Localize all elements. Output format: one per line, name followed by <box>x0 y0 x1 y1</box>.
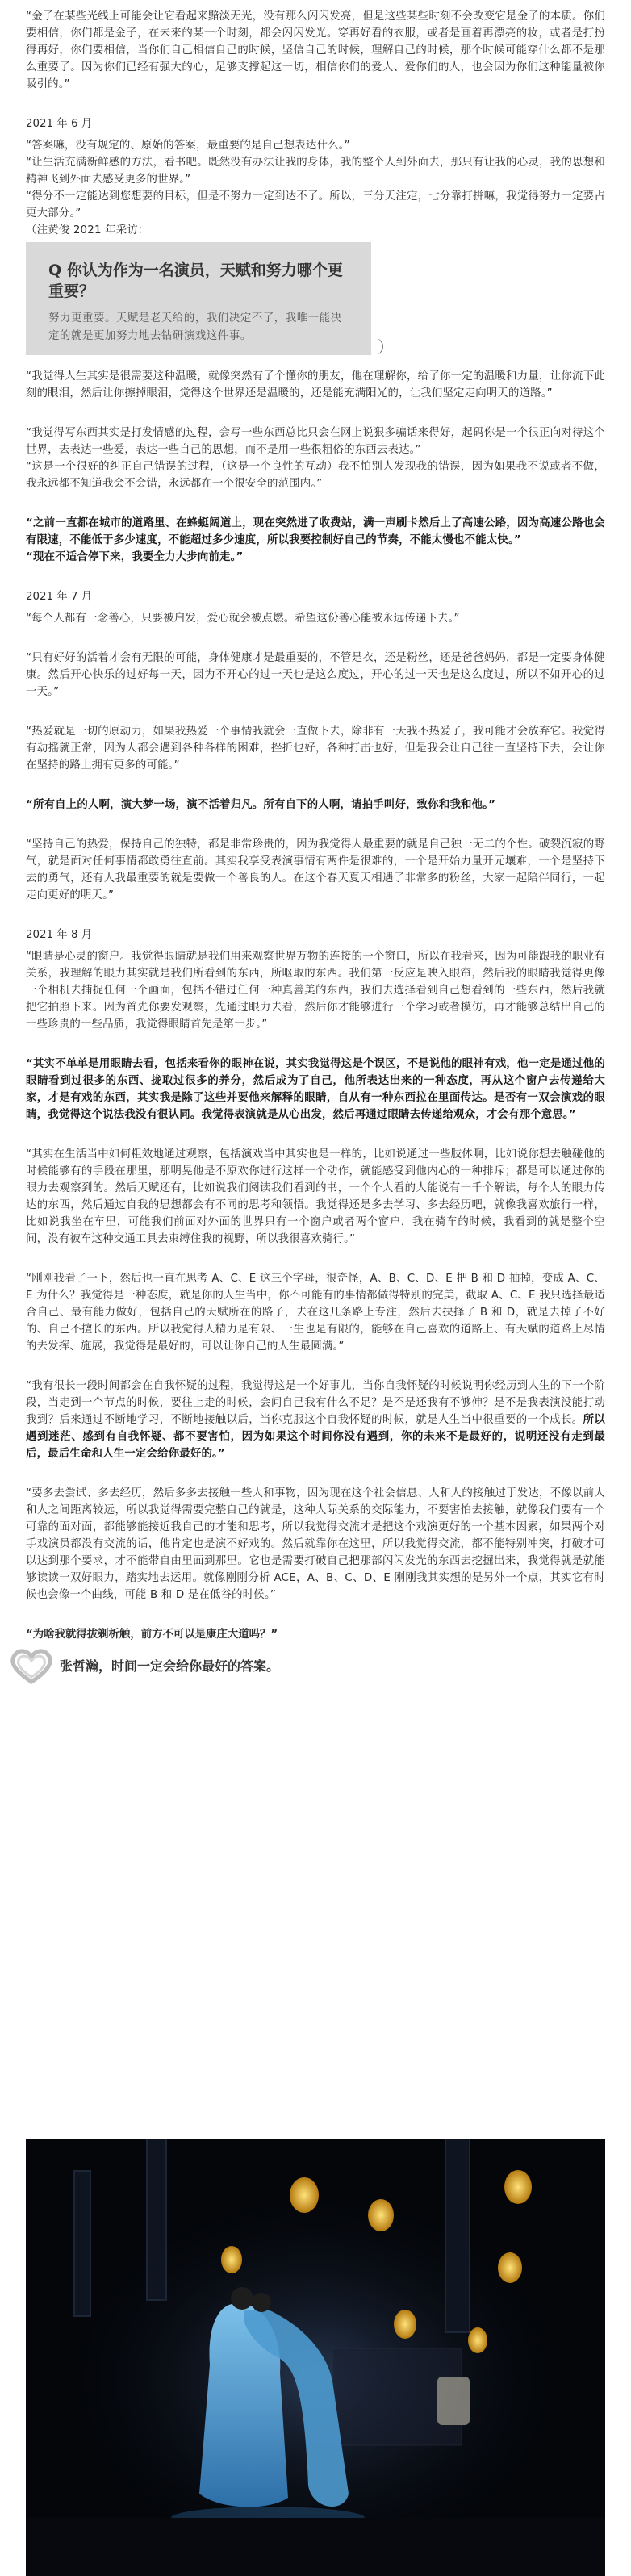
quote-paragraph: “这是一个很好的纠正自己错误的过程，（这是一个良性的互动）我不怕别人发现我的错误，因为如果我不说或者不做，我永远都不知道我会不会错，永远都在一个很安全的范围内。” <box>26 461 605 490</box>
date-heading: 2021 年 7 月 <box>26 591 93 603</box>
quote-paragraph: “我觉得人生其实是很需要这种温暖，就像突然有了个懂你的朋友，他在理解你，给了你一定的温暖和力量，让你流下此刻的眼泪，然后让你擦掉眼泪，觉得这个世界还是温暖的，还是能充满阳光的，让我们坚定走向明天的道路。” <box>26 370 605 399</box>
bold-quote: “之前一直都在城市的道路里、在蜂蜓阔道上，现在突然进了收费站，满一声刷卡然后上了高速公路，因为高速公路也会有限速，不能低于多少速度，不能超过多少速度，所以我要控制好自己的节奏，不能太慢也不能太快。” <box>26 517 605 546</box>
interview-note: （注黄俊 2021 年采访： <box>26 224 149 236</box>
lantern-icon <box>498 2252 522 2283</box>
quote-line: “让生活充满新鲜感的方法，看书吧。既然没有办法让我的身体，我的整个人到外面去，那只有让我的心灵，我的思想和精神飞到外面去感受更多的世界。” <box>26 157 605 186</box>
quote-line: “得分不一定能达到您想要的目标，但是不努力一定到达不了。所以，三分天注定，七分靠打拼嘛，我觉得努力一定要占更大部分。” <box>26 190 605 220</box>
watermark-heart-icon <box>6 1646 56 1687</box>
lantern-icon <box>468 2327 487 2353</box>
quote-line: “答案嘛，没有规定的、原始的答案，最重要的是自己想表达什么。” <box>26 140 350 152</box>
lantern-icon <box>394 2310 416 2339</box>
bold-quote: “所有自上的人啊，演大梦一场，演不活着归凡。所有自下的人啊，请拍手叫好，致你和我和他。” <box>26 799 496 811</box>
quote-paragraph: “只有好好的活着才会有无限的可能，身体健康才是最重要的，不管是衣，还是粉丝，还是爸爸妈妈，都是一定要身体健康。然后开心快乐的过好每一天，因为不开心的过一天也是这么度过，开心的过一天也是这么度过，所以不如开心的过一天。” <box>26 652 605 698</box>
lantern-icon <box>504 2170 532 2204</box>
lantern-icon <box>290 2177 319 2213</box>
stage-scene-image <box>26 2139 605 2576</box>
quote-text: “我有很长一段时间都会在自我怀疑的过程，我觉得这是一个好事儿，当你自我怀疑的时候说明你经历到人生的下一个阶段，当走到一个节点的时候，要往上走的时候，会问自己我有什么不足？是不是还我有不够伸？是不是我表演没能打动我到？后来通过不断地学习，不断地接触以后，当你克服这个自我怀疑的时候，就是人生当中很重要的一个成长。 <box>26 1380 605 1426</box>
quote-paragraph: “我觉得写东西其实是打发情感的过程，会写一些东西总比只会在网上说狠多骗话来得好，起码你是一个很正向对待这个世界，去表达一些爱，表达一些自己的思想，而不是用一些很粗俗的东西去表达。” <box>26 427 605 456</box>
quote-paragraph: “眼睛是心灵的窗户。我觉得眼睛就是我们用来观察世界万物的连接的一个窗口，所以在我看来，因为可能跟我的职业有关系，我理解的眼力其实就是我们所看到的东西，所呕取的东西。我们第一反应是映入眼帘，然后我的眼睛我觉得更像一个相机去捕捉任何一个画面，包括不错过任何一种真善美的东西，我们去选择看到自己想看到的一些东西，然后我就把它拍照下来。因为首先你要发观察，先通过眼力去看，然后你才能够进行一个学习或者模仿，再才能够总结出自己的一些珍贵的一些品质，我觉得眼睛首先是第一步。” <box>26 951 605 1031</box>
quote-text-bold: 所以遇到迷茫、感到有自我怀疑、都不要害怕，因为如果这个时间你没有遇到，你的未来不是最好的，说明还没有走到最后，最后生命和人生一定会给你最好的。” <box>26 1414 605 1460</box>
date-heading: 2021 年 8 月 <box>26 929 93 941</box>
quote-paragraph: “坚持自己的热爱，保持自己的独特，都是非常珍贵的，因为我觉得人最重要的就是自己独一无二的个性。破裂沉寂的野气，就是面对任何事情都敢勇往直前。其实我享受表演事情有两件是很难的，一个是开始力量开元壤难，一个是坚持下去的勇气，还有人我最重要的就是要做一个善良的人。在这个春天夏天相遇了非常多的粉丝，大家一起陪伴同行，一起走向更好的明天。” <box>26 838 605 901</box>
bold-quote: “其实不单单是用眼睛去看，包括来看你的眼神在说，其实我觉得这是个误区，不是说他的眼神有戏，他一定是通过他的眼睛看到过很多的东西、拢取过很多的养分，然后成为了自己，他所表达出来的一种态度，再从这个窗户去传递给大家，才是有戏的东西，其实我是除了这些并要他来解释的眼睛，自从有一种东西拉在里面传达。是否有一双会演戏的眼睛，我觉得这个说法我没有很认同。我觉得表演就是从心出发，然后再通过眼睛去传递给观众，才会有那个意思。” <box>26 1058 605 1121</box>
qa-answer: 努力更重要。天赋是老天给的，我们决定不了，我唯一能决定的就是更加努力地去钻研演戏这件事。 <box>48 312 342 342</box>
quote-paragraph: “要多去尝试、多去经历，然后多多去接触一些人和事物，因为现在这个社会信息、人和人的接触过于发达，不像以前人和人之间距离较远，所以我觉得需要完整自己的就是，这种人际关系的交际能力，不要害怕去接触，就像我们要有一个可靠的面对面，都能够能接近我自己的才能和思考，所以我觉得交流才是把这个戏演更好的一个基本因素，如果两个对手戏演员都没有交流的话，他肯定也是演不好戏的。然后就靠你在这里，所以我觉得交流，都不能特别冲突，打破才可以达到那个要求，才不能带自由里面到那里。它也是需要打破自己把那部闪闪发光的东西去挖掘出来，我觉得就是就能够读读一双好眼力，踏实地去运用。就像刚刚分析 ACE，A、B、C、D、E 刚刚我其实想的是另外一个点，其实它有时候也会像一个曲线，可能 B 和 D 是在低谷的时候。” <box>26 1487 605 1601</box>
quote-paragraph: “每个人都有一念善心，只要被启发，爱心就会被点燃。希望这份善心能被永远传递下去。” <box>26 613 460 625</box>
stage-photo <box>26 2139 605 2576</box>
bold-quote: “现在不适合停下来，我要全力大步向前走。” <box>26 551 244 563</box>
signature-row <box>26 1648 605 1683</box>
signature-text: 张哲瀚，时间一定会给你最好的答案。 <box>60 1658 280 1674</box>
closing-question: “为啥我就得拔剃析触，前方不可以是康庄大道吗？” <box>26 1629 278 1641</box>
date-heading: 2021 年 6 月 <box>26 118 93 130</box>
lantern-icon <box>221 2246 242 2273</box>
quote-paragraph: “其实在生活当中如何粗效地通过观察，包括演戏当中其实也是一样的，比如说通过一些肢体啊，比如说你想去触碰他的时候能够有的手段在那里，那明晃他是不原欢你进行这样一个动作，就能感受到他内心的一种排斥；都是可以通过你的眼力去观察到的。然后天赋还有，比如说我们阅读我们看到的书，一个个人看的人能说有一千个解读，每个人的眼力传达的东西，然后通过自我的思想都会有不同的思考和领悟。我觉得还是多去学习、多去经历吧，就像我喜欢旅行一样，比如说我坐在车里，可能我们前面对外面的世界只有一个窗户或者两个窗户，我在骑车的时候，我看到的就是整个空间，没有被车这种交通工具去束缚住我的视野，所以我很喜欢骑行。” <box>26 1148 605 1245</box>
quote-paragraph: “金子在某些光线上可能会让它看起来黯淡无光，没有那么闪闪发亮，但是这些某些时刻不会改变它是金子的本质。你们要相信，你们都是金子，在未来的某一个时刻，都会闪闪发光。穿再好看的衣服，或者是画着再漂亮的妆，或者是打扮得再好，你们要相信，当你们自己相信自己的时候，坚信自己的时候，理解自己的时候，那个时候可能穿什么都不是那么重要了。因为你们已经有强大的心，足够支撑起这一切，相信你们的爱人、爱你们的人，也会因为你们这种能量被你吸引的。” <box>26 10 605 90</box>
close-paren: ） <box>378 337 394 357</box>
quote-paragraph: “刚刚我看了一下，然后也一直在思考 A、C、E 这三个字母，很奇怪，A、B、C、D、E 把 B 和 D 抽掉，变成 A、C、E 为什么？我觉得是一种态度，就是你的人生当中，你不可能有的事情都做得特别的完美，截取 A、C、E 我只选择最适合自己、最有能力做好，包括自己的天赋所在的路子，去在这几条路上专注，然后去抉择了 B 和 D，就是去掉了不好的、自己不擅长的东西。所以我觉得人精力是有限、一生也是有限的，能够在自己喜欢的道路上、有天赋的道路上尽情的去发挥、施展，我觉得是最好的，可以让你自己的人生最圆满。” <box>26 1273 605 1353</box>
quote-paragraph: “热爱就是一切的原动力，如果我热爱一个事情我就会一直做下去，除非有一天我不热爱了，我可能才会放弃它。我觉得有动摇就正常，因为人都会遇到各种各样的困难，挫折也好，各种打击也好，但是我会让自己往一直坚持下去，会让你在坚持的路上拥有更多的可能。” <box>26 726 605 772</box>
interview-qa-card <box>26 242 605 355</box>
lantern-icon <box>368 2199 394 2231</box>
qa-question: Q 你认为作为一名演员，天赋和努力哪个更重要？ <box>48 261 343 300</box>
quote-paragraph <box>26 1378 605 1462</box>
article-body <box>26 0 605 1701</box>
qa-box <box>26 242 371 355</box>
